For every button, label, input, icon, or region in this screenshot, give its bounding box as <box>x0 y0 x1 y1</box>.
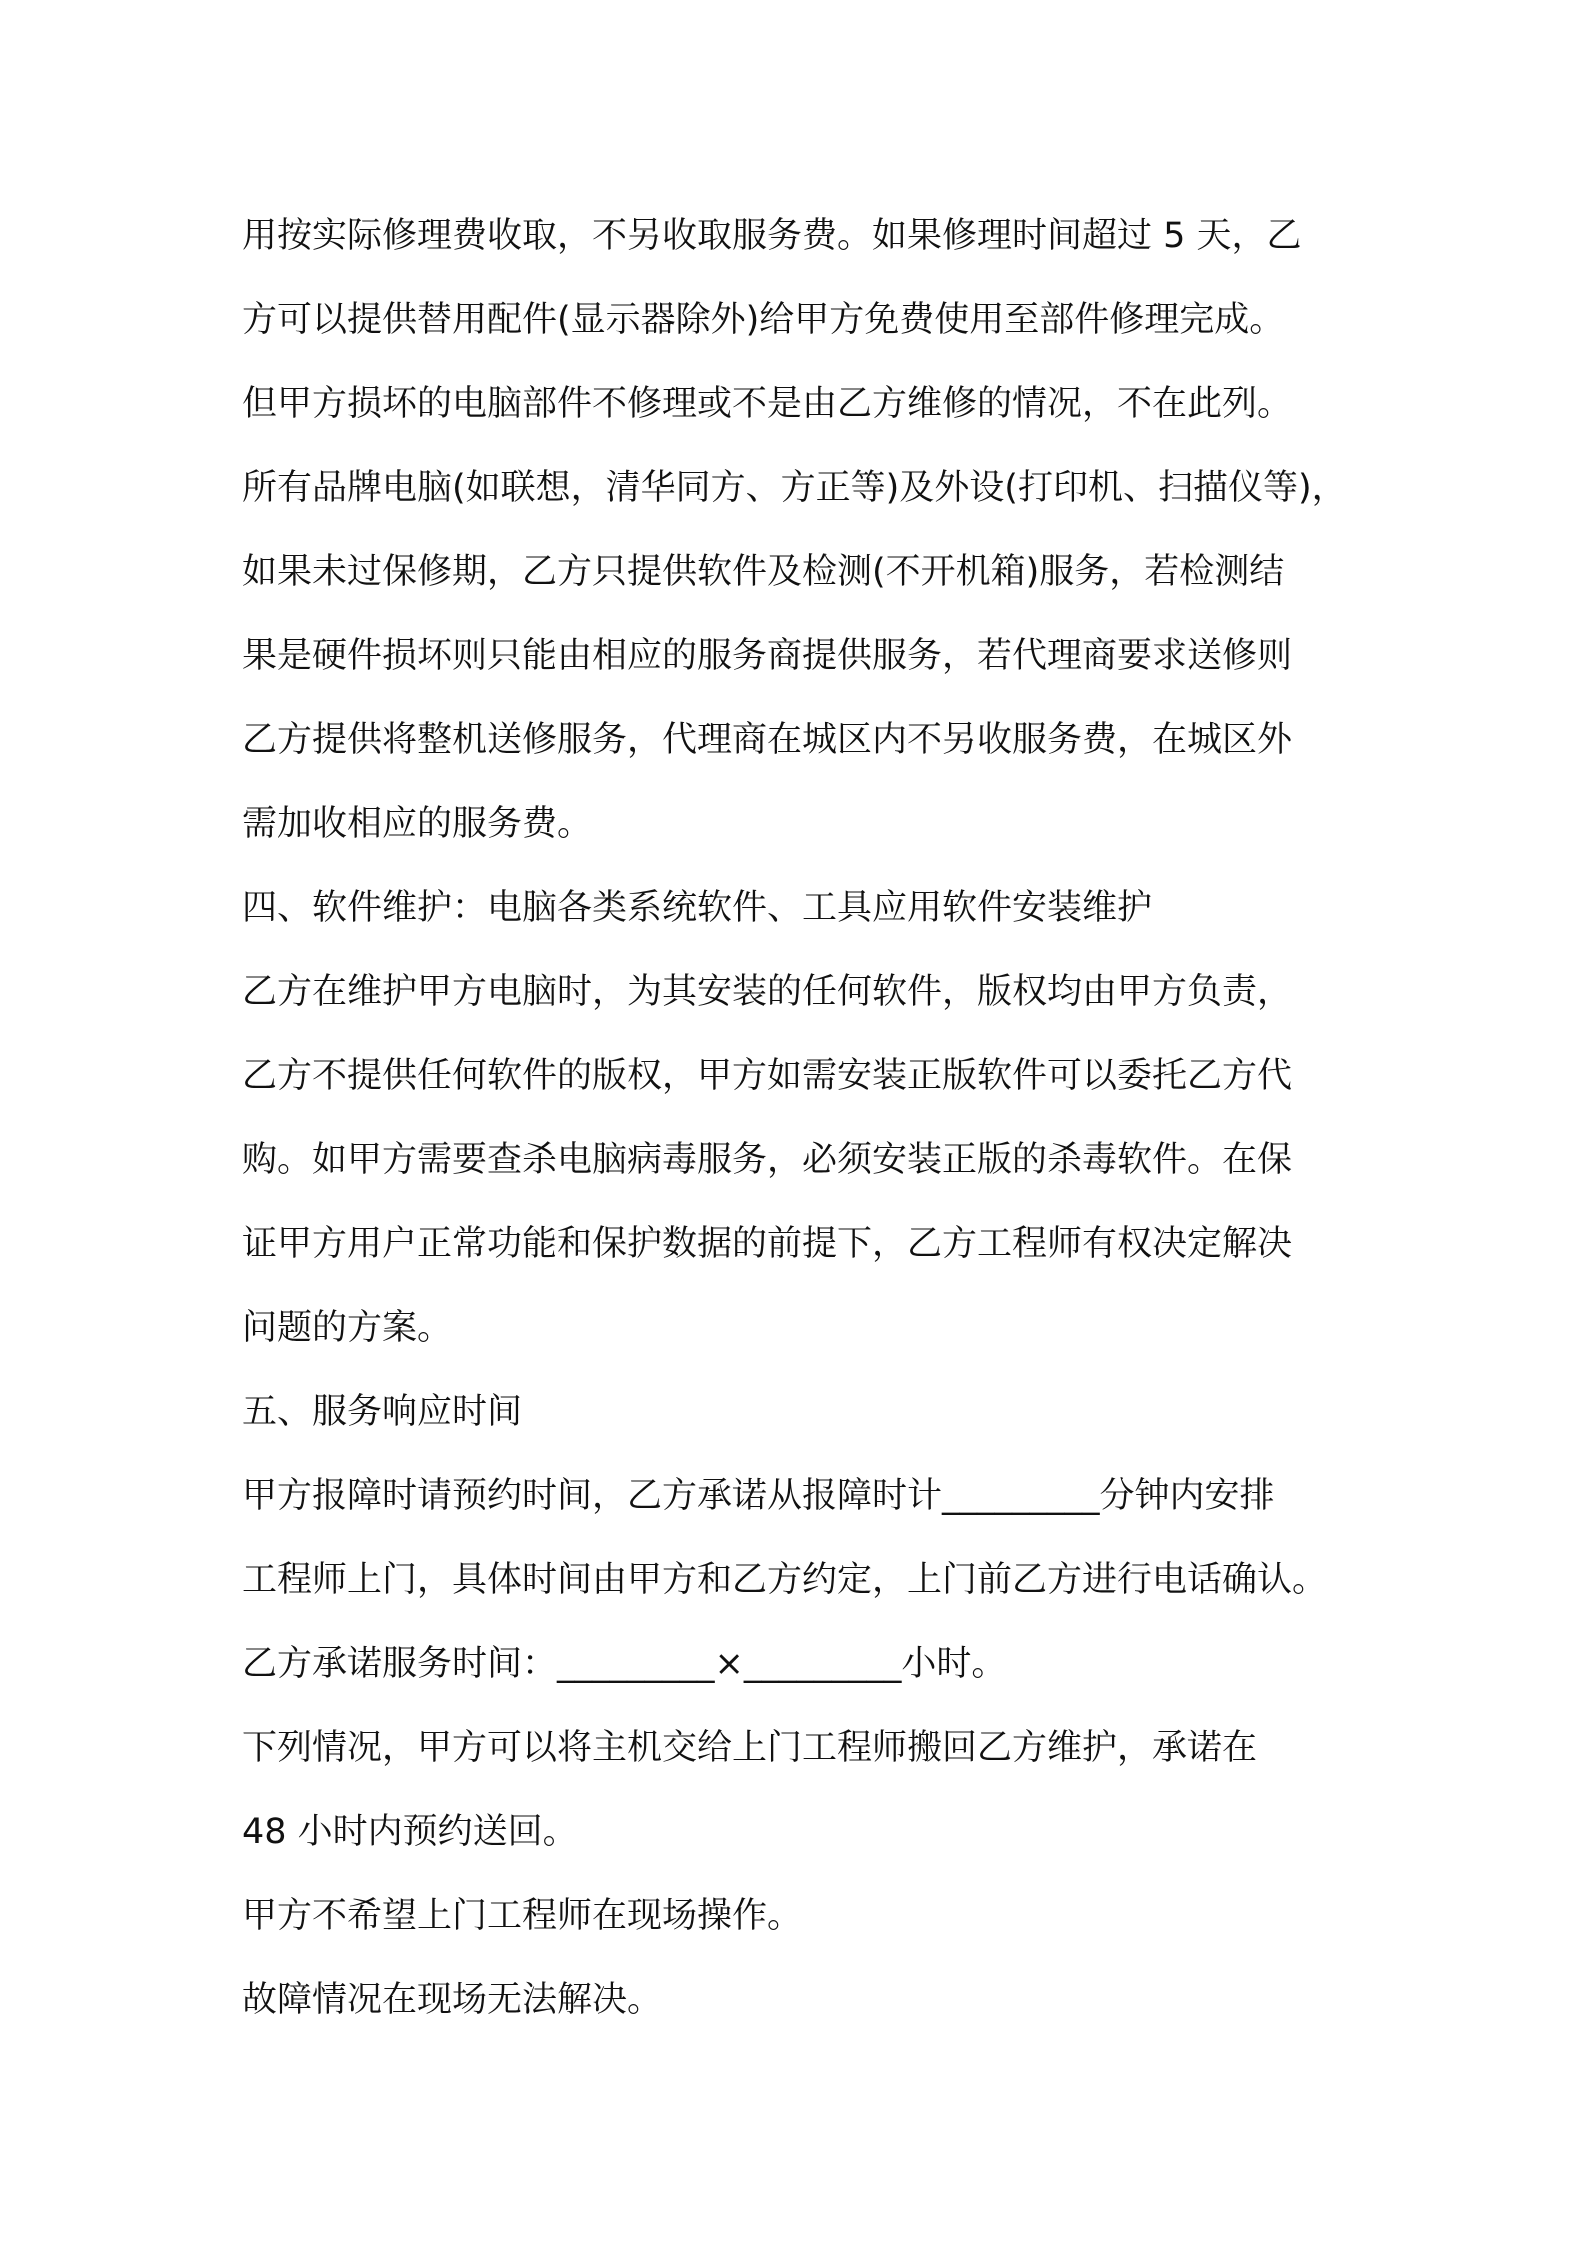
text-line: 故障情况在现场无法解决。 <box>242 1980 663 2020</box>
text-line: 48 小时内预约送回。 <box>242 1812 578 1852</box>
text-line: 用按实际修理费收取，不另收取服务费。如果修理时间超过 5 天，乙 <box>242 216 1302 256</box>
text-line: 下列情况，甲方可以将主机交给上门工程师搬回乙方维护，承诺在 <box>242 1728 1258 1768</box>
text-line: 乙方承诺服务时间：_________×_________小时。 <box>242 1644 1007 1684</box>
section-heading: 四、软件维护：电脑各类系统软件、工具应用软件安装维护 <box>242 888 1153 928</box>
text-line: 需加收相应的服务费。 <box>242 804 593 844</box>
section-heading: 五、服务响应时间 <box>242 1392 523 1432</box>
document-body <box>242 194 1362 2042</box>
text-line: 问题的方案。 <box>242 1308 453 1348</box>
text-line: 证甲方用户正常功能和保护数据的前提下，乙方工程师有权决定解决 <box>242 1224 1293 1264</box>
text-line: 购。如甲方需要查杀电脑病毒服务，必须安装正版的杀毒软件。在保 <box>242 1140 1293 1180</box>
text-line: 甲方不希望上门工程师在现场操作。 <box>242 1896 803 1936</box>
text-line: 果是硬件损坏则只能由相应的服务商提供服务，若代理商要求送修则 <box>242 636 1293 676</box>
text-line: 乙方不提供任何软件的版权，甲方如需安装正版软件可以委托乙方代 <box>242 1056 1293 1096</box>
text-line: 甲方报障时请预约时间，乙方承诺从报障时计_________分钟内安排 <box>242 1476 1275 1516</box>
text-line: 但甲方损坏的电脑部件不修理或不是由乙方维修的情况，不在此列。 <box>242 384 1293 424</box>
text-line: 乙方在维护甲方电脑时，为其安装的任何软件，版权均由甲方负责， <box>242 972 1293 1012</box>
text-line: 乙方提供将整机送修服务，代理商在城区内不另收服务费，在城区外 <box>242 720 1293 760</box>
text-line: 方可以提供替用配件(显示器除外)给甲方免费使用至部件修理完成。 <box>242 300 1285 340</box>
text-line: 如果未过保修期，乙方只提供软件及检测(不开机箱)服务，若检测结 <box>242 552 1285 592</box>
text-line: 所有品牌电脑(如联想，清华同方、方正等)及外设(打印机、扫描仪等)， <box>242 468 1347 508</box>
text-line: 工程师上门，具体时间由甲方和乙方约定，上门前乙方进行电话确认。 <box>242 1560 1328 1600</box>
